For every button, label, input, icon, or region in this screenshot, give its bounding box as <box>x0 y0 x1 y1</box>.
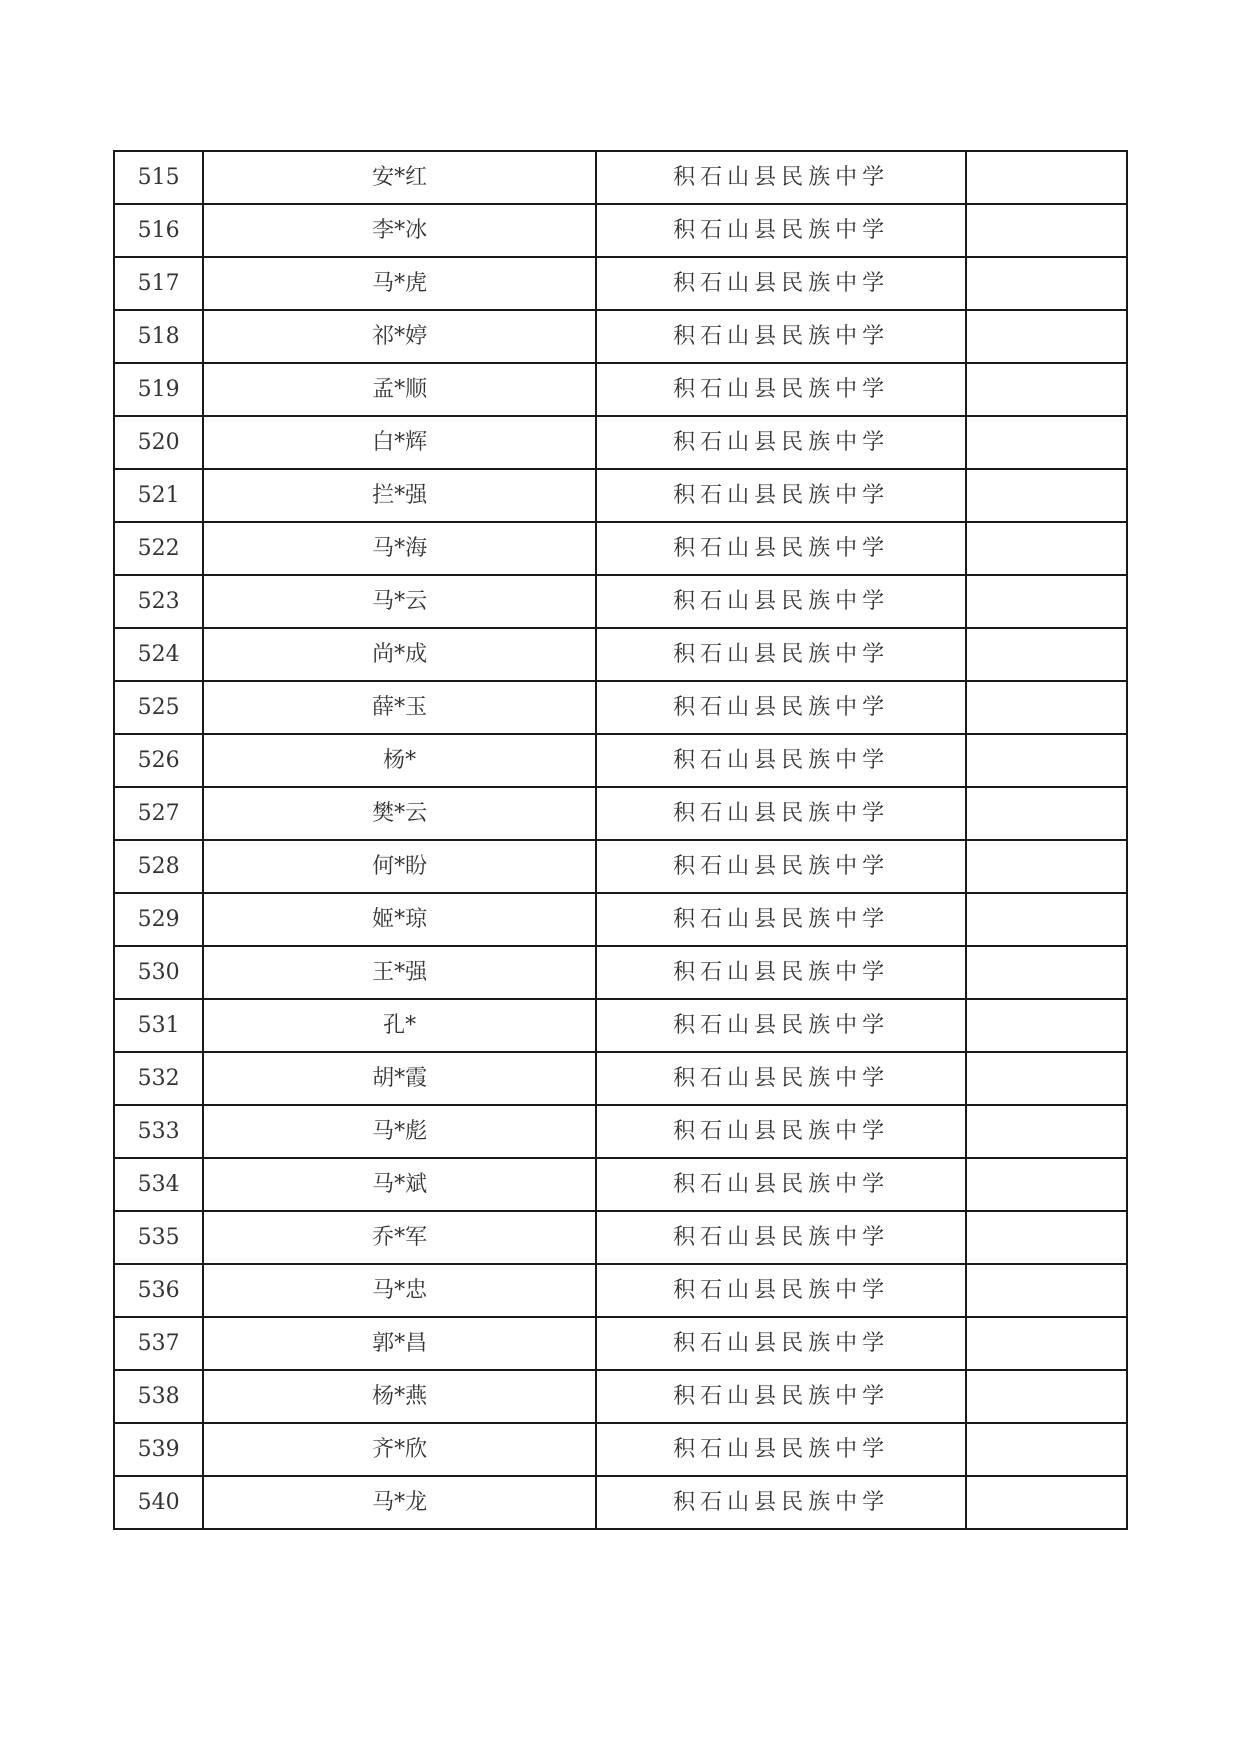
school-cell: 积石山县民族中学 <box>596 257 966 310</box>
table-row <box>114 734 1127 787</box>
row-number-cell: 523 <box>114 575 203 628</box>
note-cell <box>966 787 1127 840</box>
student-name-cell: 孟*顺 <box>203 363 596 416</box>
note-cell <box>966 999 1127 1052</box>
student-name-cell: 尚*成 <box>203 628 596 681</box>
student-name-cell: 马*斌 <box>203 1158 596 1211</box>
student-name-cell: 拦*强 <box>203 469 596 522</box>
table-row <box>114 1158 1127 1211</box>
school-cell: 积石山县民族中学 <box>596 1264 966 1317</box>
school-cell: 积石山县民族中学 <box>596 469 966 522</box>
school-cell: 积石山县民族中学 <box>596 1317 966 1370</box>
table-row <box>114 1264 1127 1317</box>
table-row <box>114 310 1127 363</box>
student-name-cell: 姬*琼 <box>203 893 596 946</box>
student-name-cell: 郭*昌 <box>203 1317 596 1370</box>
school-cell: 积石山县民族中学 <box>596 681 966 734</box>
row-number-cell: 516 <box>114 204 203 257</box>
school-cell: 积石山县民族中学 <box>596 1158 966 1211</box>
student-name-cell: 李*冰 <box>203 204 596 257</box>
table-row <box>114 575 1127 628</box>
note-cell <box>966 151 1127 204</box>
student-name-cell: 马*龙 <box>203 1476 596 1529</box>
row-number-cell: 522 <box>114 522 203 575</box>
student-name-cell: 杨*燕 <box>203 1370 596 1423</box>
student-name-cell: 薛*玉 <box>203 681 596 734</box>
note-cell <box>966 840 1127 893</box>
table-row <box>114 840 1127 893</box>
note-cell <box>966 1476 1127 1529</box>
note-cell <box>966 575 1127 628</box>
school-cell: 积石山县民族中学 <box>596 1476 966 1529</box>
note-cell <box>966 1105 1127 1158</box>
school-cell: 积石山县民族中学 <box>596 363 966 416</box>
note-cell <box>966 893 1127 946</box>
row-number-cell: 526 <box>114 734 203 787</box>
school-cell: 积石山县民族中学 <box>596 893 966 946</box>
student-name-cell: 何*盼 <box>203 840 596 893</box>
school-cell: 积石山县民族中学 <box>596 204 966 257</box>
school-cell: 积石山县民族中学 <box>596 946 966 999</box>
table-row <box>114 469 1127 522</box>
school-cell: 积石山县民族中学 <box>596 1052 966 1105</box>
table-row <box>114 628 1127 681</box>
table-row <box>114 893 1127 946</box>
row-number-cell: 521 <box>114 469 203 522</box>
note-cell <box>966 1211 1127 1264</box>
note-cell <box>966 204 1127 257</box>
student-name-cell: 马*虎 <box>203 257 596 310</box>
school-cell: 积石山县民族中学 <box>596 416 966 469</box>
row-number-cell: 537 <box>114 1317 203 1370</box>
table-row <box>114 257 1127 310</box>
table-row <box>114 1370 1127 1423</box>
row-number-cell: 515 <box>114 151 203 204</box>
school-cell: 积石山县民族中学 <box>596 1370 966 1423</box>
row-number-cell: 538 <box>114 1370 203 1423</box>
student-name-cell: 马*云 <box>203 575 596 628</box>
student-name-cell: 杨* <box>203 734 596 787</box>
row-number-cell: 517 <box>114 257 203 310</box>
row-number-cell: 534 <box>114 1158 203 1211</box>
row-number-cell: 519 <box>114 363 203 416</box>
row-number-cell: 531 <box>114 999 203 1052</box>
school-cell: 积石山县民族中学 <box>596 787 966 840</box>
note-cell <box>966 734 1127 787</box>
table-row <box>114 1317 1127 1370</box>
row-number-cell: 530 <box>114 946 203 999</box>
table-row <box>114 681 1127 734</box>
table-row <box>114 1052 1127 1105</box>
school-cell: 积石山县民族中学 <box>596 1423 966 1476</box>
student-name-cell: 安*红 <box>203 151 596 204</box>
table-row <box>114 999 1127 1052</box>
table-row <box>114 1476 1127 1529</box>
school-cell: 积石山县民族中学 <box>596 522 966 575</box>
table-row <box>114 1211 1127 1264</box>
student-name-cell: 白*辉 <box>203 416 596 469</box>
note-cell <box>966 522 1127 575</box>
note-cell <box>966 681 1127 734</box>
note-cell <box>966 946 1127 999</box>
row-number-cell: 529 <box>114 893 203 946</box>
table-row <box>114 1423 1127 1476</box>
school-cell: 积石山县民族中学 <box>596 840 966 893</box>
table-row <box>114 151 1127 204</box>
school-cell: 积石山县民族中学 <box>596 734 966 787</box>
student-name-cell: 樊*云 <box>203 787 596 840</box>
row-number-cell: 535 <box>114 1211 203 1264</box>
student-name-cell: 齐*欣 <box>203 1423 596 1476</box>
school-cell: 积石山县民族中学 <box>596 1211 966 1264</box>
row-number-cell: 525 <box>114 681 203 734</box>
note-cell <box>966 363 1127 416</box>
row-number-cell: 527 <box>114 787 203 840</box>
school-cell: 积石山县民族中学 <box>596 151 966 204</box>
row-number-cell: 533 <box>114 1105 203 1158</box>
student-name-cell: 孔* <box>203 999 596 1052</box>
table-row <box>114 522 1127 575</box>
school-cell: 积石山县民族中学 <box>596 575 966 628</box>
table-row <box>114 1105 1127 1158</box>
student-name-cell: 王*强 <box>203 946 596 999</box>
roster-table <box>113 150 1128 1530</box>
row-number-cell: 524 <box>114 628 203 681</box>
note-cell <box>966 1423 1127 1476</box>
row-number-cell: 520 <box>114 416 203 469</box>
table-row <box>114 946 1127 999</box>
row-number-cell: 518 <box>114 310 203 363</box>
student-name-cell: 马*彪 <box>203 1105 596 1158</box>
row-number-cell: 536 <box>114 1264 203 1317</box>
roster-table-body <box>114 151 1127 1529</box>
school-cell: 积石山县民族中学 <box>596 1105 966 1158</box>
note-cell <box>966 469 1127 522</box>
note-cell <box>966 1052 1127 1105</box>
note-cell <box>966 1370 1127 1423</box>
student-name-cell: 马*忠 <box>203 1264 596 1317</box>
table-row <box>114 787 1127 840</box>
row-number-cell: 532 <box>114 1052 203 1105</box>
school-cell: 积石山县民族中学 <box>596 628 966 681</box>
student-name-cell: 祁*婷 <box>203 310 596 363</box>
school-cell: 积石山县民族中学 <box>596 310 966 363</box>
row-number-cell: 539 <box>114 1423 203 1476</box>
note-cell <box>966 310 1127 363</box>
table-row <box>114 363 1127 416</box>
student-name-cell: 马*海 <box>203 522 596 575</box>
table-row <box>114 416 1127 469</box>
note-cell <box>966 1158 1127 1211</box>
note-cell <box>966 257 1127 310</box>
student-name-cell: 乔*军 <box>203 1211 596 1264</box>
school-cell: 积石山县民族中学 <box>596 999 966 1052</box>
table-row <box>114 204 1127 257</box>
student-name-cell: 胡*霞 <box>203 1052 596 1105</box>
note-cell <box>966 628 1127 681</box>
note-cell <box>966 1317 1127 1370</box>
note-cell <box>966 416 1127 469</box>
row-number-cell: 540 <box>114 1476 203 1529</box>
row-number-cell: 528 <box>114 840 203 893</box>
note-cell <box>966 1264 1127 1317</box>
